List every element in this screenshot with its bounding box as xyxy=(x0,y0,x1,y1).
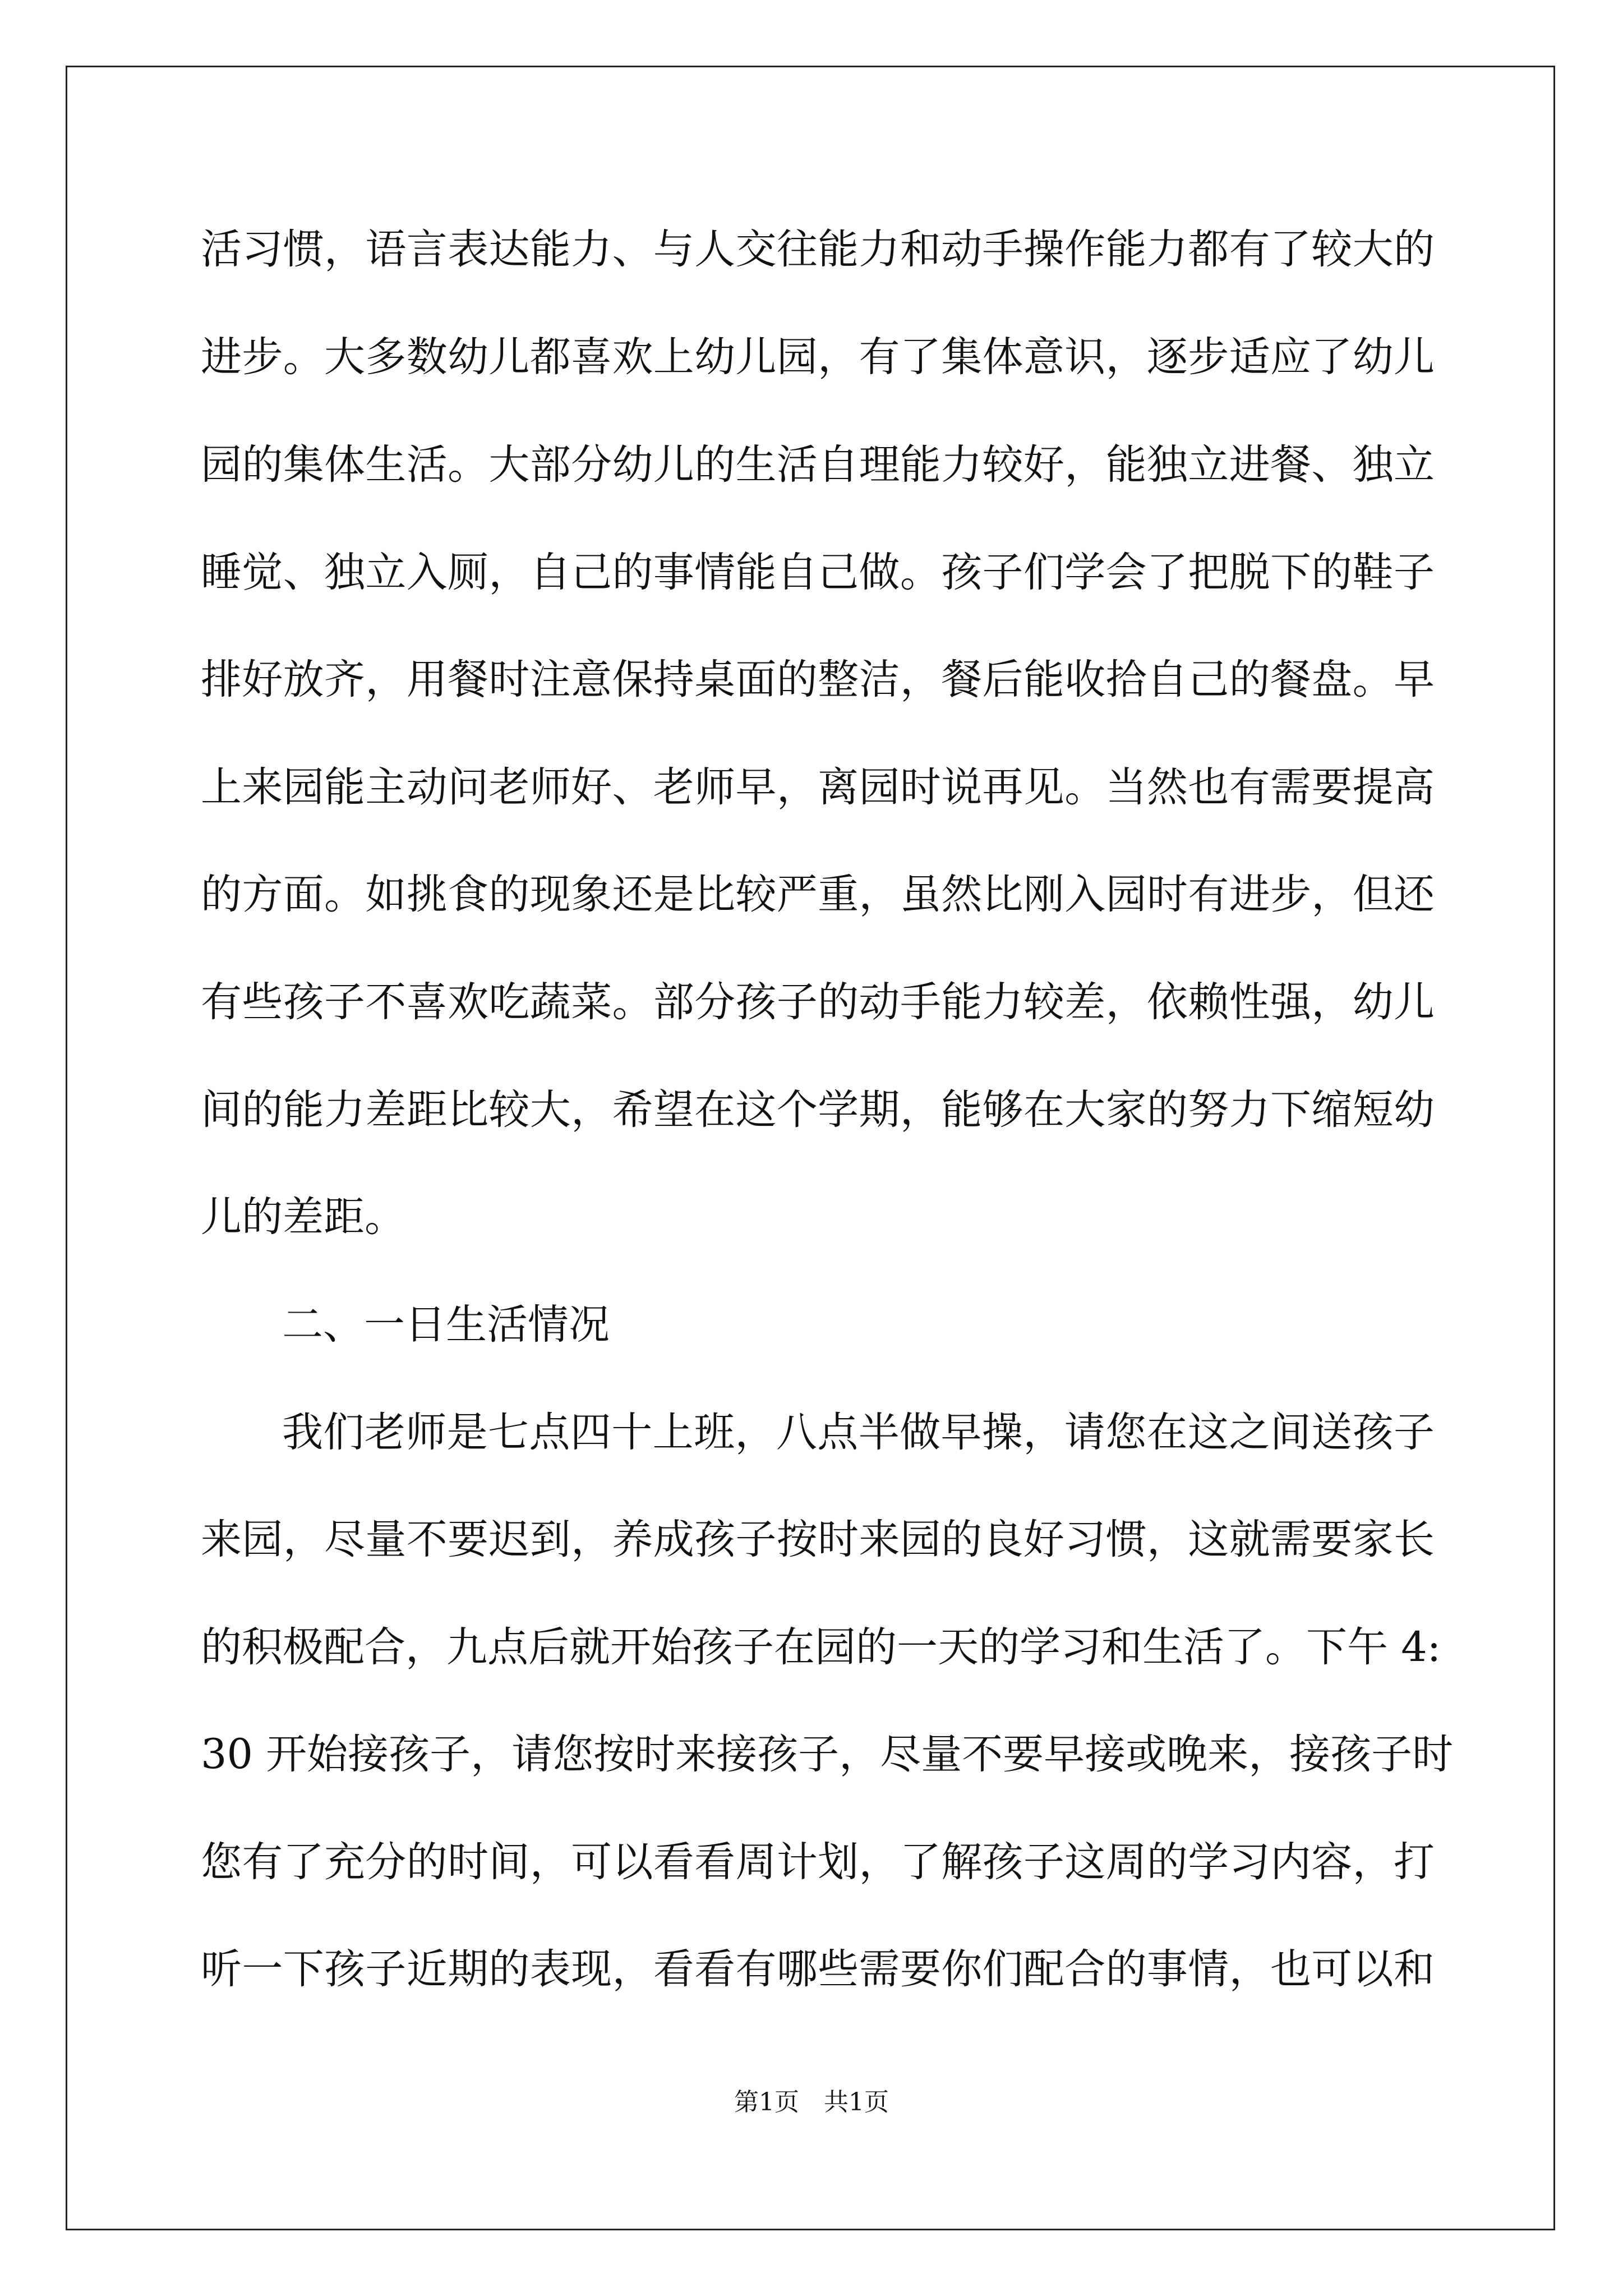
body-line: 间的能力差距比较大，希望在这个学期，能够在大家的努力下缩短幼 xyxy=(201,1086,1435,1134)
body-line: 排好放齐，用餐时注意保持桌面的整洁，餐后能收拾自己的餐盘。早 xyxy=(201,656,1435,703)
body-line: 上来园能主动问老师好、老师早，离园时说再见。当然也有需要提高 xyxy=(201,763,1435,811)
body-line: 有些孩子不喜欢吃蔬菜。部分孩子的动手能力较差，依赖性强，幼儿 xyxy=(201,978,1435,1026)
body-line: 的方面。如挑食的现象还是比较严重，虽然比刚入园时有进步，但还 xyxy=(201,871,1435,918)
body-line: 的积极配合，九点后就开始孩子在园的一天的学习和生活了。下午 4: xyxy=(201,1623,1441,1671)
section-heading: 二、一日生活情况 xyxy=(282,1301,610,1349)
body-line: 30 开始接孩子，请您按时来接孩子，尽量不要早接或晚来，接孩子时 xyxy=(201,1731,1454,1778)
body-line: 听一下孩子近期的表现，看看有哪些需要你们配合的事情，也可以和 xyxy=(201,1945,1435,1993)
body-line: 园的集体生活。大部分幼儿的生活自理能力较好，能独立进餐、独立 xyxy=(201,441,1435,489)
body-line: 活习惯，语言表达能力、与人交往能力和动手操作能力都有了较大的 xyxy=(201,226,1435,273)
page-footer: 第1页 共1页 xyxy=(734,2088,889,2116)
body-line: 我们老师是七点四十上班，八点半做早操，请您在这之间送孩子 xyxy=(282,1409,1435,1456)
page-border xyxy=(66,66,1555,2230)
body-line: 您有了充分的时间，可以看看周计划，了解孩子这周的学习内容，打 xyxy=(201,1838,1435,1886)
body-line: 进步。大多数幼儿都喜欢上幼儿园，有了集体意识，逐步适应了幼儿 xyxy=(201,333,1435,381)
body-line: 儿的差距。 xyxy=(201,1193,405,1241)
body-line: 来园，尽量不要迟到，养成孩子按时来园的良好习惯，这就需要家长 xyxy=(201,1516,1435,1563)
body-line: 睡觉、独立入厕，自己的事情能自己做。孩子们学会了把脱下的鞋子 xyxy=(201,549,1435,596)
